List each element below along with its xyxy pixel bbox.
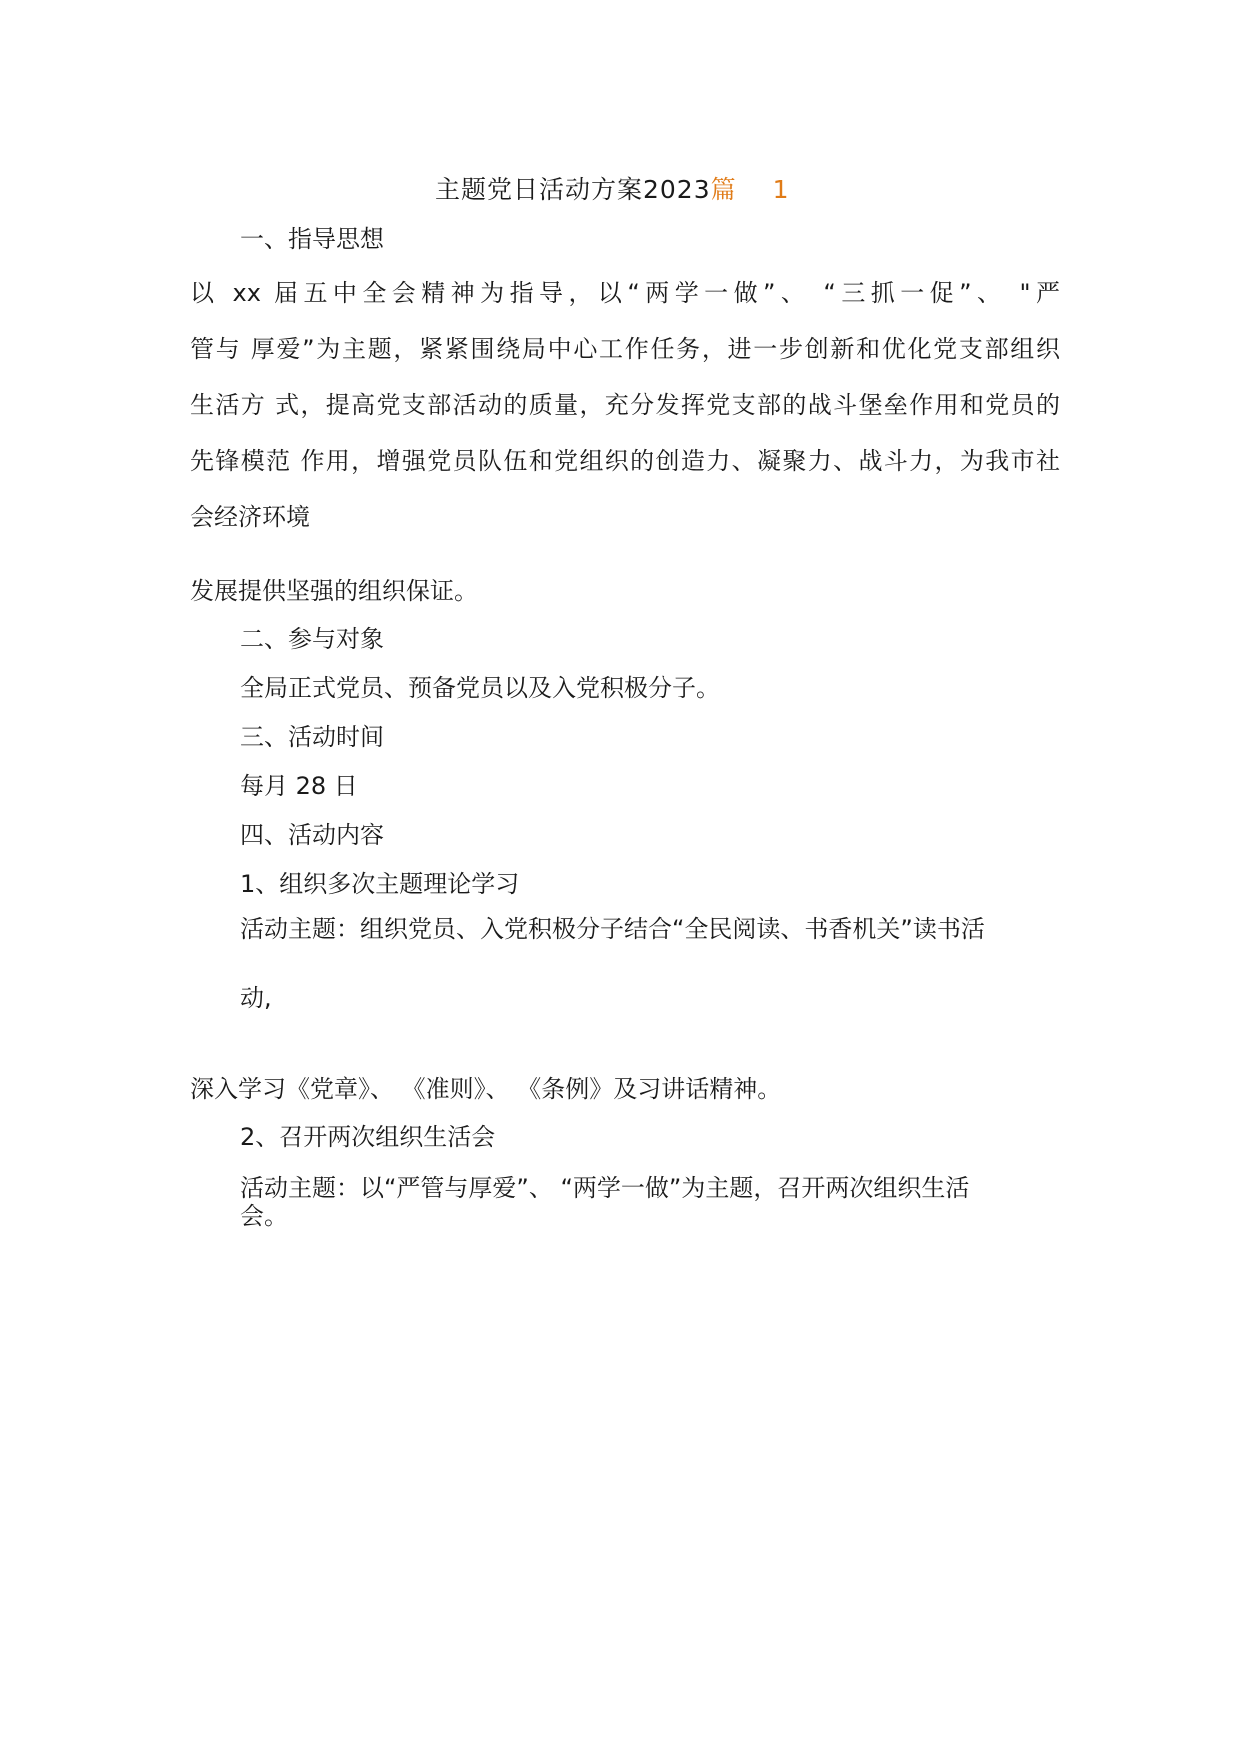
section-1-line-5: 会经济环境 [190,503,310,531]
section-1-heading: 一、指导思想 [240,225,384,253]
section-2-heading: 二、参与对象 [240,625,384,653]
item-1-heading: 1、组织多次主题理论学习 [240,870,520,898]
title-accent: 篇 [710,175,737,204]
item-1-text-a: 活动主题：组织党员、入党积极分子结合“全民阅读、书香机关”读书活 [240,915,985,943]
item-2-heading: 2、召开两次组织生活会 [240,1123,496,1151]
section-4-heading: 四、活动内容 [240,821,384,849]
title-main: 主题党日活动方案2023 [435,175,711,204]
item-1-text-b: 动, [240,984,272,1012]
document-title [435,174,790,206]
section-1-line-4: 先锋模范 作用，增强党员队伍和党组织的创造力、凝聚力、战斗力，为我市社 [190,447,1060,475]
item-1-text-c: 深入学习《党章》、 《准则》、 《条例》及习讲话精神。 [190,1075,782,1103]
item-2-text-b: 会。 [240,1202,288,1230]
section-3-heading: 三、活动时间 [240,723,384,751]
section-1-line-6: 发展提供坚强的组织保证。 [190,577,478,605]
item-2-text-a: 活动主题：以“严管与厚爱”、 “两学一做”为主题，召开两次组织生活 [240,1174,970,1202]
section-1-line-2: 管与 厚爱”为主题，紧紧围绕局中心工作任务，进一步创新和优化党支部组织 [190,335,1060,363]
section-1-line-3: 生活方 式，提高党支部活动的质量，充分发挥党支部的战斗堡垒作用和党员的 [190,391,1060,419]
section-1-line-1: 以 xx 届五中全会精神为指导，以“两学一做”、 “三抓一促”、 "严 [190,279,1060,307]
section-3-text: 每月 28 日 [240,772,358,800]
title-number: 1 [772,175,790,204]
section-2-text: 全局正式党员、预备党员以及入党积极分子。 [240,674,720,702]
